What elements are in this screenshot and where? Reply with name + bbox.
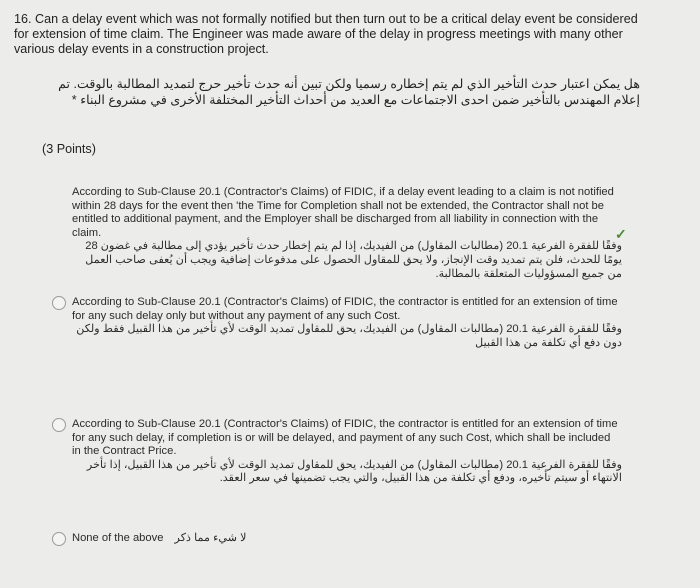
option-2-arabic: وفقًا للفقرة الفرعية 20.1 (مطالبات المقاول) من الفيديك، يحق للمقاول تمديد الوقت لأي تأخير من هذا القبيل فقط ولكن دون دفع أي تكلفة من هذا القبيل: [76, 323, 622, 349]
question-title: 16. Can a delay event which was not formally notified but then turn out to be a critical delay event be considered for extension of time claim. The Engineer was made aware of the delay in progress meetings with many other various delay events in a construction project.: [14, 12, 638, 56]
answer-option-3[interactable]: [72, 418, 622, 486]
option-2-radio[interactable]: [52, 296, 66, 310]
question-points: (3 Points): [42, 142, 96, 156]
option-4-radio[interactable]: [52, 532, 66, 546]
option-4-arabic: لا شيء مما ذكر: [174, 532, 247, 544]
answer-option-2[interactable]: [72, 296, 622, 350]
option-1-english: According to Sub-Clause 20.1 (Contractor's Claims) of FIDIC, if a delay event leading to a claim is not notified within 28 days for the event then 'the Time for Completion shall not be extended, the Contractor shall not be entitled to additional payment, and the Employer shall be discharged from all liability in connection with the claim.: [72, 186, 614, 239]
option-1-arabic: وفقًا للفقرة الفرعية 20.1 (مطالبات المقاول) من الفيديك، إذا لم يتم إخطار حدث تأخير يؤدي إلى مطالبة في غضون 28 يومًا للحدث، فلن يتم تمديد وقت الإنجاز، ولا يحق للمقاول الحصول على مدفوعات إضافية ويجب أن يُعفى صاحب العمل من جميع المسؤوليات المتعلقة بالمطالبة.: [85, 240, 622, 280]
option-3-arabic: وفقًا للفقرة الفرعية 20.1 (مطالبات المقاول) من الفيديك، يحق للمقاول تمديد الوقت لأي تأخير من هذا القبيل، إذا تأخر الانتهاء أو سيتم تأخيره، ودفع أي تكلفة من هذا القبيل، والتي يجب تضمينها في سعر العقد.: [86, 458, 622, 485]
correct-check-icon: ✓: [615, 226, 627, 242]
option-2-english: According to Sub-Clause 20.1 (Contractor's Claims) of FIDIC, the contractor is entitled for an extension of time for any such delay only but without any payment of any such Cost.: [72, 296, 618, 322]
option-3-english: According to Sub-Clause 20.1 (Contractor's Claims) of FIDIC, the contractor is entitled for an extension of time for any such delay, if completion is or will be delayed, and payment of any such Cost, which shall be included in the Contract Price.: [72, 418, 618, 458]
answer-option-1[interactable]: [72, 186, 622, 281]
option-4-english: None of the above: [72, 532, 164, 544]
answer-option-4[interactable]: [72, 532, 622, 546]
question-arabic: هل يمكن اعتبار حدث التأخير الذي لم يتم إخطاره رسميا ولكن تبين أنه حدث تأخير حرج لتمديد المطالبة بالوقت. تم إعلام المهندس بالتأخير ضمن احدى الاجتماعات مع العديد من أحداث التأخير المختلفة الأخرى في مشروع البناء *: [58, 77, 640, 107]
option-3-radio[interactable]: [52, 418, 66, 432]
